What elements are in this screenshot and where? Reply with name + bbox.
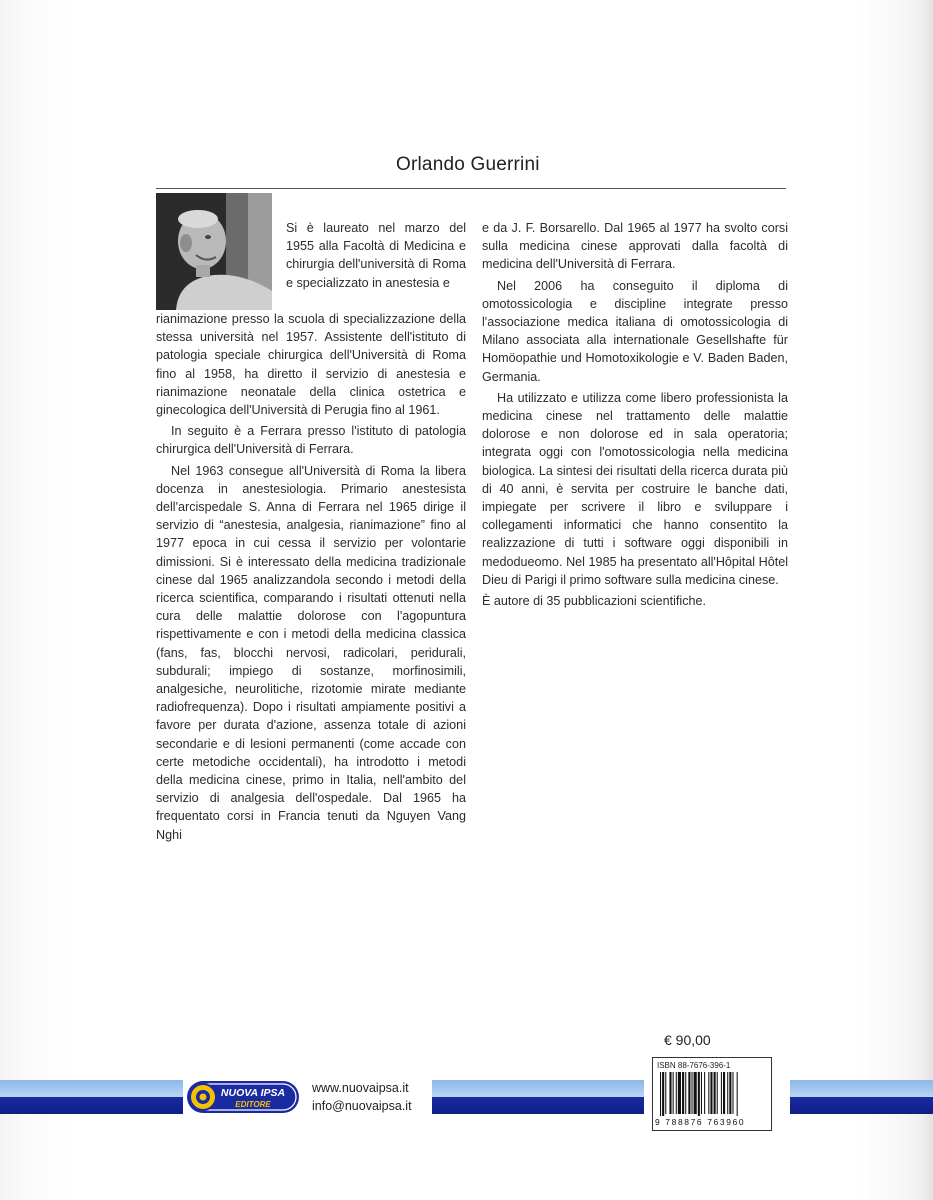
barcode-bar — [723, 1072, 725, 1114]
barcode-bar — [682, 1072, 684, 1114]
barcode-bar — [688, 1072, 690, 1114]
barcode-bar — [710, 1072, 712, 1114]
logo-text-nuova-ipsa: NUOVA IPSA — [220, 1087, 286, 1099]
bio-paragraph: Nel 1963 consegue all'Università di Roma la libera docenza in anestesiologia. Primario anestesista dell'arcispedale S. Anna di Ferrara nel 1965 dirige il servizio di “anestesia, analgesia, rianimazione” fino al 1977 epoca in cui cessa il servizio per volontarie dimissioni. Si è interessato della medicina tradizionale cinese dal 1965 analizzandola secondo i metodi della ricerca scientifica, comparando i risultati ottenuti nella cura delle malattie dolorose con l'agopuntura rispettivamente e con i metodi della medicina classica (fans, fas, blocchi nervosi, radicolari, peridurali, subdurali; impiego di sostanze, morfinosimili, analgesiche, neurolitiche, rizotomie mirate mediante radiofrequenza). Dopo i risultati ampiamente positivi a favore per durata d'azione, assenza totale di azioni secondarie e di lesioni permanenti (come accade con certe metodiche occidentali), ha introdotto i metodi della medicina cinese, primo in Italia, nell'ambito del servizio di analgesia dell'ospedale. Dal 1965 ha frequentato corsi in Francia tenuti da Nguyen Vang Nghi — [156, 463, 466, 842]
barcode-bar — [676, 1072, 677, 1114]
barcode-bar — [685, 1072, 686, 1114]
bio-paragraph: In seguito è a Ferrara presso l'istituto di patologia chirurgica dell'Università di Ferrara. — [156, 424, 466, 457]
author-photo — [156, 193, 272, 310]
footer-stripe-left — [0, 1080, 183, 1114]
publisher-logo-icon — [183, 1078, 301, 1116]
bio-paragraph: Nel 2006 ha conseguito il diploma di omotossicologia e discipline integrate presso l'associazione medica italiana di omotossicologia di Milano associata alla internationale Gesellshafte für Homöopathie und Homotoxikologie e V. Baden Baden, Germania. — [482, 278, 788, 384]
barcode-bar — [708, 1072, 709, 1114]
barcode-bar — [721, 1072, 722, 1114]
bio-paragraph: e da J. F. Borsarello. Dal 1965 al 1977 ha svolto corsi sulla medicina cinese approvati dalla facoltà di medicina dell'Università di Ferrara. — [482, 221, 788, 272]
barcode-bar — [729, 1072, 731, 1114]
bio-left-column — [156, 310, 466, 844]
barcode-bar — [673, 1072, 674, 1114]
barcode-box — [652, 1057, 772, 1131]
barcode-bar — [678, 1072, 681, 1114]
barcode-bar — [737, 1072, 738, 1116]
barcode-bar — [662, 1072, 664, 1116]
website-link[interactable]: www.nuovaipsa.it — [312, 1081, 409, 1095]
author-portrait-image — [156, 193, 272, 310]
isbn-label: ISBN 88-7676-396-1 — [657, 1061, 731, 1070]
barcode-icon — [660, 1072, 764, 1116]
barcode-bar — [665, 1072, 666, 1114]
logo-text-editore: EDITORE — [235, 1100, 271, 1109]
bio-paragraph: rianimazione presso la scuola di specializzazione della stessa università nel 1957. Assistente dell'istituto di patologia speciale chirurgica dell'Università di Roma fino al 1958, ha diretto il servizio di anestesia e rianimazione neonatale della clinica ostetrica e ginecologica dell'Università di Perugia fino al 1961. — [156, 312, 466, 418]
barcode-bar — [727, 1072, 728, 1114]
title-rule — [156, 188, 786, 189]
barcode-bar — [701, 1072, 702, 1114]
ean-number: 9 788876 763960 — [655, 1117, 746, 1127]
bio-paragraph: È autore di 35 pubblicazioni scientifiche. — [482, 594, 707, 609]
barcode-bar — [692, 1072, 693, 1114]
barcode-bar — [714, 1072, 716, 1114]
price-label: € 90,00 — [664, 1032, 711, 1048]
author-name: Orlando Guerrini — [396, 154, 540, 175]
barcode-bar — [694, 1072, 697, 1114]
barcode-bar — [698, 1072, 700, 1116]
email-link[interactable]: info@nuovaipsa.it — [312, 1099, 412, 1113]
bio-paragraph: Ha utilizzato e utilizza come libero professionista la medicina cinese nel trattamento delle malattie dolorose e non dolorose ed in sala operatoria; integrata oggi con l'omotossicologia nella medicina biologica. La sintesi dei risultati della ricerca durata più di 40 anni, è servita per costruire le banche dati, impiegate per scrivere il libro e sviluppare i collegamenti informatici che hanno consentito la realizzazione di tutti i software oggi disponibili in medodueomo. Nel 1985 ha presentato all'Hôpital Hôtel Dieu di Parigi il primo software sulla medicina cinese. — [482, 390, 788, 587]
bio-intro — [286, 219, 466, 292]
barcode-bar — [717, 1072, 718, 1114]
bio-right-column — [482, 219, 788, 610]
cover-edge — [921, 0, 933, 1200]
barcode-bar — [732, 1072, 733, 1114]
footer-stripe-middle — [432, 1080, 644, 1114]
barcode-bar — [660, 1072, 661, 1116]
publisher-contact — [312, 1079, 412, 1115]
barcode-bar — [704, 1072, 705, 1114]
footer-stripe-right — [790, 1080, 933, 1114]
barcode-bar — [669, 1072, 671, 1114]
publisher-logo — [183, 1078, 301, 1116]
bio-intro-paragraph: Si è laureato nel marzo del 1955 alla Facoltà di Medicina e chirurgia dell'università di Roma e specializzato in anestesia e — [286, 221, 466, 290]
